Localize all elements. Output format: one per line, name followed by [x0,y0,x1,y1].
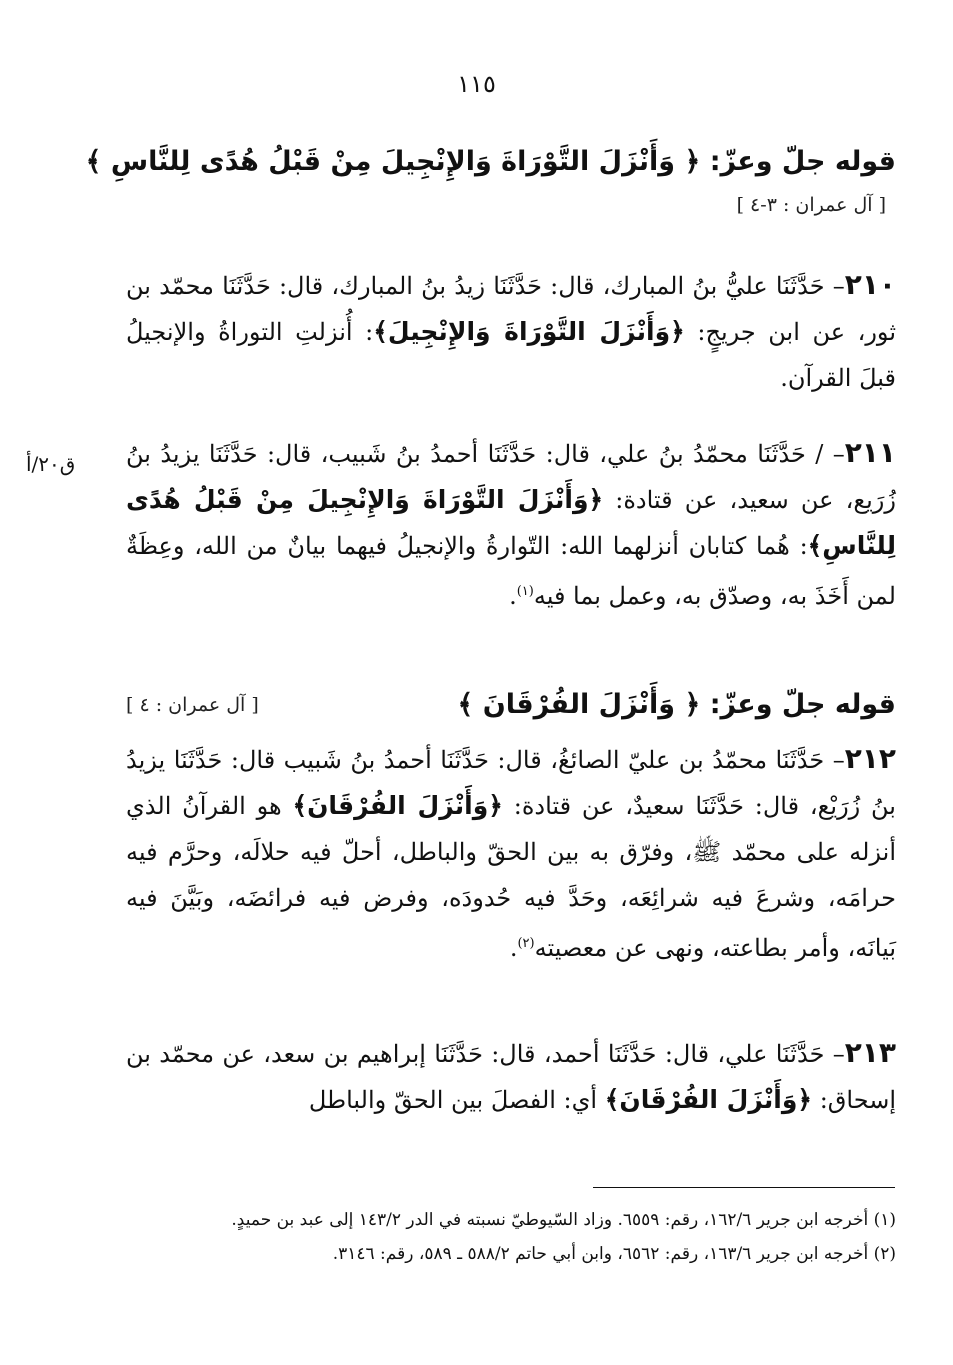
heading-verse: ﴿ وَأَنْزَلَ الفُرْقَانَ ﴾ [457,689,701,720]
verse-quote: ﴿وَأَنْزَلَ الفُرْقَانَ﴾ [292,791,503,820]
footnote-marker[interactable]: (٢) [517,936,535,951]
narration-211 [126,430,896,619]
narration-number: ٢١٠ [844,268,897,301]
narration-text: : أُنزلتِ التوراةُ والإنجيلُ قبلَ القرآن. [126,318,896,392]
narration-text: – / حَدَّثَنَا محمّدُ بنُ علي، قال: حَدَّثَنَا أحمدُ بنُ شَبيب، قال: حَدَّثَنَا يزيدُ بنُ زُرَيع، عن سعيد، عن قتادة: [126,440,896,514]
narration-number: ٢١٢ [844,742,896,775]
page-number: ١١٥ [457,70,496,98]
footnote-marker[interactable]: (١) [516,584,534,599]
sentence-end: . [509,934,518,962]
heading-verse: ﴿ وَأَنْزَلَ التَّوْرَاةَ وَالإِنْجِيلَ مِنْ قَبْلُ هُدًى لِلنَّاسِ ﴾ [85,146,701,177]
verse-quote: ﴿وَأَنْزَلَ الفُرْقَانَ﴾ [604,1085,813,1114]
verse-quote: ﴿وَأَنْزَلَ التَّوْرَاةَ وَالإِنْجِيلَ مِنْ قَبْلُ هُدًى لِلنَّاسِ﴾ [126,485,896,560]
verse-quote: ﴿وَأَنْزَلَ التَّوْرَاةَ وَالإِنْجِيلَ﴾ [373,317,685,346]
footnote-2: (٢) أخرجه ابن جرير ١٦٣/٦، رقم: ٦٥٦٢، وابن أبي حاتم ٥٨٨/٢ ـ ٥٨٩، رقم: ٣١٤٦. [332,1244,896,1264]
narration-text: – حَدَّثَنَا علي، قال: حَدَّثَنَا أحمد، قال: حَدَّثَنَا إبراهيم بن سعد، عن محمّد بن إسحاق: [126,1040,896,1114]
narration-213 [126,1030,896,1123]
footnote-1: (١) أخرجه ابن جرير ١٦٢/٦، رقم: ٦٥٥٩. وزاد السّيوطيّ نسبته في الدر ١٤٣/٢ إلى عبد بن حميدٍ. [231,1210,896,1230]
footnote-separator [593,1187,895,1188]
quran-reference: [ آل عمران : ٤ ] [126,694,259,716]
sentence-end: . [509,582,517,610]
narration-text: – حَدَّثَنَا محمّدُ بن عليّ الصائغُ، قال: حَدَّثَنَا أحمدُ بنُ شَبيب قال: حَدَّثَنَا يزيدُ بنُ زُرَيْع، قال: حَدَّثَنَا سعيدٌ، عن قتادة: [126,746,896,820]
section-heading-2 [126,680,896,730]
narration-text: أي: الفصلَ بين الحقّ والباطل [308,1086,605,1114]
narration-text: – حَدَّثَنَا عليُّ بنُ المبارك، قال: حَدَّثَنَا زيدُ بنُ المبارك، قال: حَدَّثَنَا محمّد بن ثور، عن ابن جريجٍ: [126,272,897,346]
heading-prefix: قوله جلّ وعزّ: [709,146,896,177]
narration-text: : هُما كتابان أنزلهما الله: التّوارةُ والإنجيلُ فيهما بيانٌ من الله، وعِظَةٌ لمن أَخَذَ به، وصدّق به، وعمل بما فيه [126,532,896,610]
section-heading-1 [85,137,896,224]
quran-reference: [ آل عمران : ٣-٤ ] [736,194,886,216]
narration-number: ٢١١ [844,436,896,469]
footnotes [126,1203,896,1271]
narration-text: هو القرآنُ الذي أنزله على محمّد ﷺ، وفرّق به بين الحقّ والباطل، أحلّ فيه حلالَه، وحرَّم فيه حرامَه، وشرعَ فيه شرائِعَه، وحَدَّ فيه حُدودَه، وفرض فيه فرائضَه، وبَيَّنَ فيه بَيانَه، وأمر بطاعته، ونهى عن معصيته [126,792,896,962]
manuscript-folio-note: ق٢٠/أ [26,452,76,476]
narration-212 [126,736,896,971]
narration-210 [126,262,896,401]
narration-number: ٢١٣ [844,1036,896,1069]
heading-prefix: قوله جلّ وعزّ: [709,689,896,720]
